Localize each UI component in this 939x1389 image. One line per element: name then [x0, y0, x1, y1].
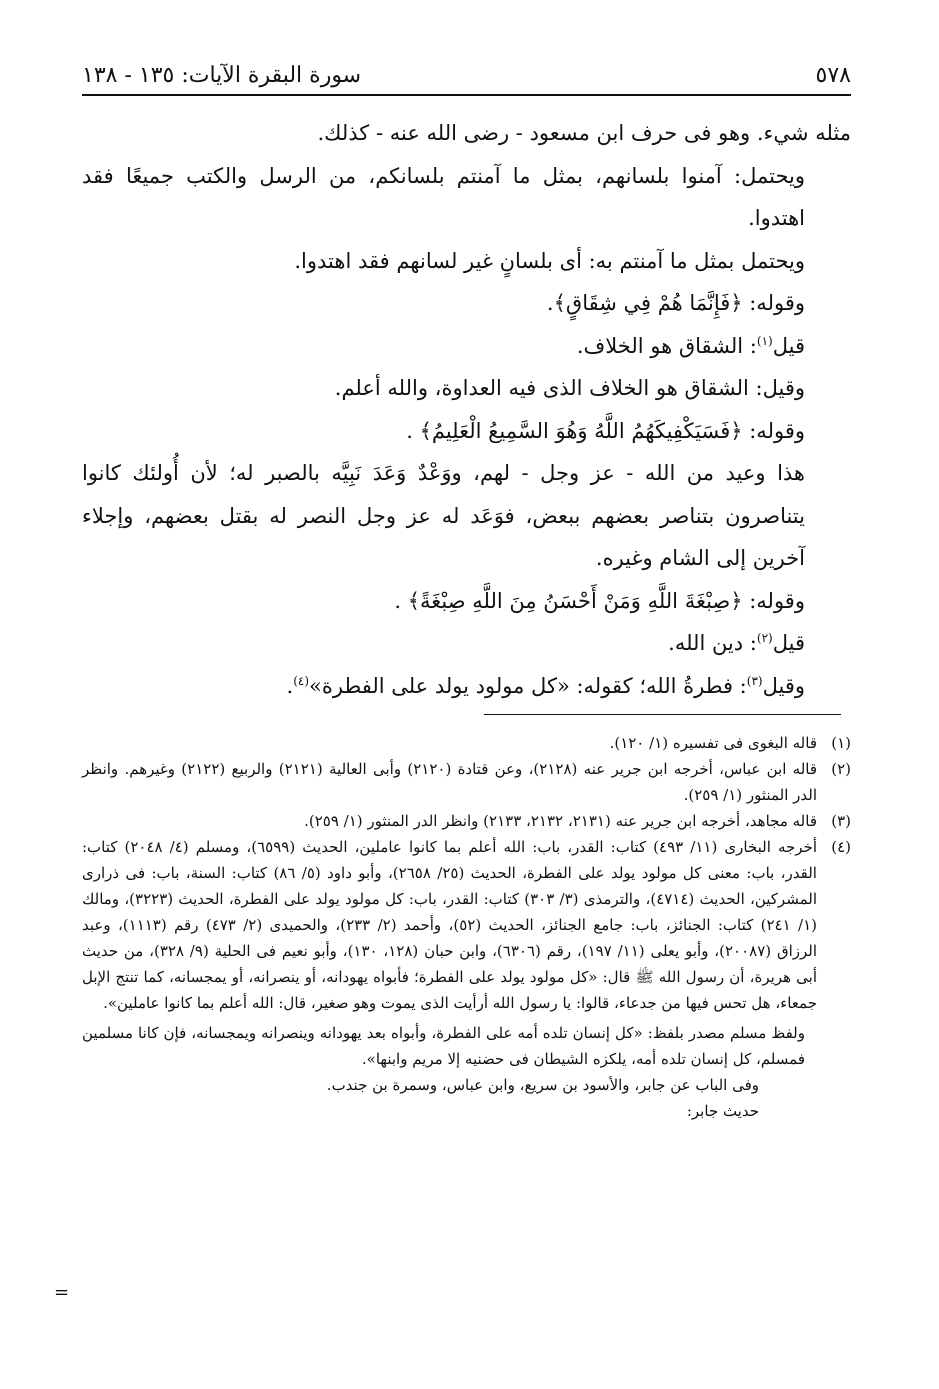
page-header [82, 54, 851, 96]
paragraph: ويحتمل بمثل ما آمنتم به: أى بلسانٍ غير لسانهم فقد اهتدوا. [294, 248, 805, 273]
page-number: ٥٧٨ [815, 63, 851, 88]
footnote-continuation: حديث جابر: [686, 1102, 759, 1120]
text: قيل [772, 333, 805, 358]
footnote-continuation: ولفظ مسلم مصدر بلفظ: «كل إنسان تلده أمه على الفطرة، وأبواه بعد يهودانه وينصرانه ويمجسانه، فإن كانا مسلمين فمسلم، كل إنسان تلده أمه، يلكزه الشيطان فى حضنيه إلا مريم وابنها». [82, 1024, 805, 1068]
footnote [82, 756, 851, 808]
running-title: سورة البقرة الآيات: ١٣٥ - ١٣٨ [82, 63, 362, 88]
footnote-number: (٤) [831, 838, 851, 856]
margin-mark: = [54, 1282, 70, 1303]
footnote-number: (٢) [831, 760, 851, 778]
footnote-ref: (٤) [293, 673, 310, 688]
paragraph: وقوله: ﴿فَإِنَّمَا هُمْ فِي شِقَاقٍ﴾. [546, 291, 805, 315]
text: : الشقاق هو الخلاف. [576, 333, 757, 358]
paragraph [82, 665, 851, 708]
paragraph: مثله شيء. وهو فى حرف ابن مسعود - رضى الله عنه - كذلك. [317, 121, 851, 145]
text: : فطرةُ الله؛ كقوله: «كل مولود يولد على الفطرة» [309, 673, 747, 698]
paragraph [82, 622, 851, 665]
footnote-text: قاله البغوى فى تفسيره (١/ ١٢٠). [609, 734, 817, 752]
footnote-continuation: وفى الباب عن جابر، والأسود بن سريع، وابن عباس، وسمرة بن جندب. [326, 1076, 759, 1094]
text: : دين الله. [668, 631, 757, 655]
footnotes [82, 730, 851, 1124]
text: وقيل [762, 673, 805, 698]
text: . [286, 673, 294, 698]
footnote-ref: (٣) [746, 673, 763, 688]
footnote-number: (١) [831, 734, 851, 752]
footnote [82, 808, 851, 834]
footnote-ref: (١) [756, 333, 773, 348]
paragraph: هذا وعيد من الله - عز وجل - لهم، ووَعْدٌ وَعَدَ نَبِيَّه بالصبر له؛ لأن أُولئك كانوا يتناصرون بتناصر بعضهم ببعض، فوَعَد له عز وجل النصر له بقتل بعضهم، وإجلاء آخرين إلى الشام وغيره. [82, 461, 805, 570]
footnote-ref: (٢) [756, 631, 773, 645]
text: قيل [772, 631, 805, 655]
footnote [82, 730, 851, 756]
paragraph: وقوله: ﴿فَسَيَكْفِيكَهُمُ اللَّهُ وَهُوَ السَّمِيعُ الْعَلِيمُ﴾ . [406, 418, 805, 443]
main-text [82, 112, 851, 707]
footnote-separator [484, 714, 841, 715]
footnote-text: أخرجه البخارى (١١/ ٤٩٣) كتاب: القدر، باب: الله أعلم بما كانوا عاملين، الحديث (٦٥٩٩)، ومسلم (٤/ ٢٠٤٨) كتاب: القدر، باب: معنى كل مولود يولد على الفطرة، الحديث (٢٥/ ٢٦٥٨)، وأبو داود (٥/ ٨٦) كتاب: السنة، باب: فى ذرارى المشركين، الحديث (٤٧١٤)، والترمذى (٣/ ٣٠٣) كتاب: القدر، باب: كل مولود يولد على الفطرة، الحديث (٣٢٢٣)، ومالك (١/ ٢٤١) كتاب: الجنائز، باب: جامع الجنائز، الحديث (٥٢)، وأحمد (٢/ ٢٣٣)، والحميدى (٢/ ٤٧٣) رقم (١١١٣)، وعبد الرزاق (٢٠٠٨٧)، وأبو يعلى (١١/ ١٩٧)، رقم (٦٣٠٦)، وابن حبان (١٢٨، ١٣٠)، وأبو نعيم فى الحلية (٩/ ٣٢٨)، من حديث أبى هريرة، أن رسول الله ﷺ قال: «كل مولود يولد على الفطرة؛ فأبواه يهودانه، أو ينصرانه، أو يمجسانه، كما تنتج الإبل جمعاء، هل تحس فيها من جدعاء، قالوا: يا رسول الله أرأيت الذى يموت وهو صغير، قال: الله أعلم بما كانوا عاملين». [82, 838, 818, 1012]
paragraph: ويحتمل: آمنوا بلسانهم، بمثل ما آمنتم بلسانكم، من الرسل والكتب جميعًا فقد اهتدوا. [82, 163, 805, 230]
footnote-text: قاله ابن عباس، أخرجه ابن جرير عنه (٢١٢٨)، وعن قتادة (٢١٢٠) وأبى العالية (٢١٢١) والربيع (٢١٢٢) وغيرهم. وانظر الدر المنثور (١/ ٢٥٩). [82, 760, 818, 804]
footnote-text: قاله مجاهد، أخرجه ابن جرير عنه (٢١٣١، ٢١٣٢، ٢١٣٣) وانظر الدر المنثور (١/ ٢٥٩). [304, 812, 817, 830]
paragraph: وقوله: ﴿صِبْغَةَ اللَّهِ وَمَنْ أَحْسَنُ مِنَ اللَّهِ صِبْغَةً﴾ . [394, 588, 805, 613]
paragraph: وقيل: الشقاق هو الخلاف الذى فيه العداوة، والله أعلم. [334, 376, 805, 400]
footnote-number: (٣) [831, 812, 851, 830]
footnote [82, 834, 851, 1016]
paragraph [82, 325, 851, 368]
